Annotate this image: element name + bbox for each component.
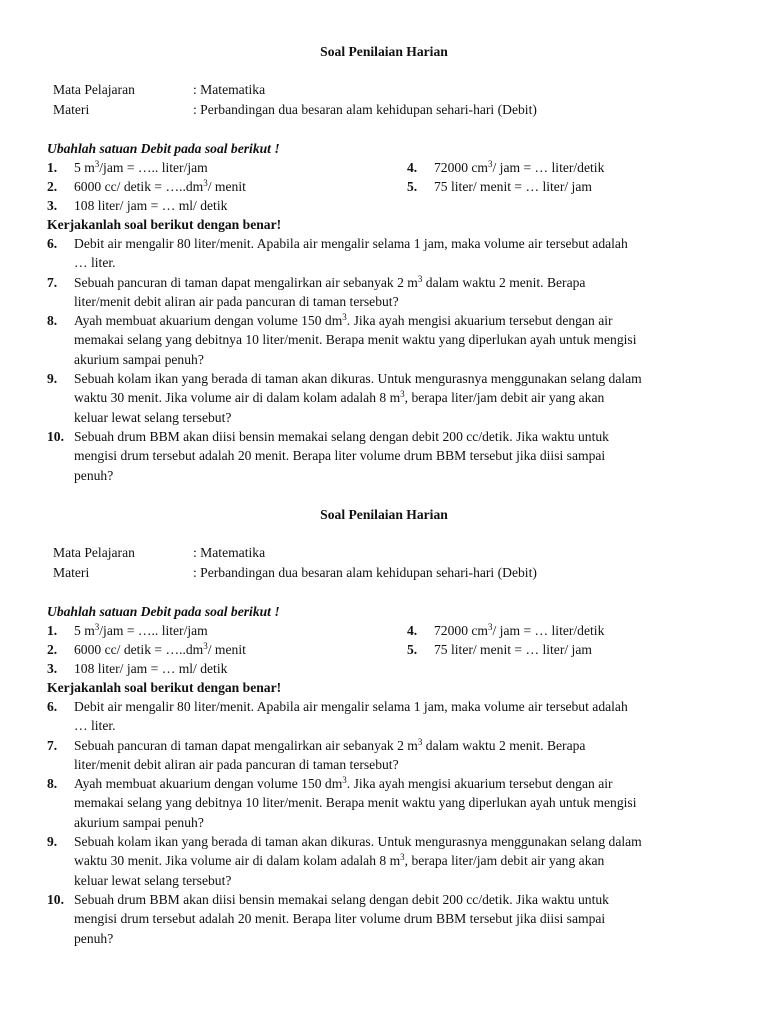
problem-text-line: Sebuah drum BBM akan diisi bensin memakai selang dengan debit 200 cc/detik. Jika waktu untuk [74, 891, 609, 907]
sheet-title: Soal Penilaian Harian [320, 44, 448, 59]
problem-text-line: penuh? [74, 467, 114, 483]
meta-topic-label: Materi [53, 102, 90, 117]
problem-text-line: Sebuah pancuran di taman dapat mengalirkan air sebanyak 2 $m^3$ dalam waktu 2 menit. Berapa [74, 273, 586, 290]
problem-text-line: mengisi drum tersebut adalah 20 menit. Berapa liter volume drum BBM tersebut jika diisi sampai [74, 911, 606, 927]
conversion-heading: Ubahlah satuan Debit pada soal berikut ! [47, 141, 280, 156]
conversion-text: 75 liter/ menit = … liter/ jam [434, 642, 592, 657]
meta-topic-value: : Perbandingan dua besaran alam kehidupan sehari-hari (Debit) [193, 565, 537, 580]
meta-subject-label: Mata Pelajaran [53, 545, 135, 560]
item-number: 9. [47, 371, 58, 387]
sheet-title: Soal Penilaian Harian [320, 507, 448, 522]
problem-text-line: Sebuah kolam ikan yang berada di taman akan dikuras. Untuk mengurasnya menggunakan selang dalam [74, 834, 642, 850]
problem-text-line: keluar lewat selang tersebut? [74, 409, 232, 425]
problem-item-9 [47, 369, 737, 427]
problem-text-line: penuh? [74, 930, 114, 946]
problem-text-line: … liter. [74, 255, 116, 271]
problem-text-line: memakai selang yang debitnya 10 liter/menit. Berapa menit waktu yang diperlukan ayah untuk mengisi [74, 332, 637, 348]
conversion-text: 5 $m^3$/jam = ….. liter/jam [74, 159, 208, 175]
problems-heading: Kerjakanlah soal berikut dengan benar! [47, 217, 282, 232]
problem-item-10 [47, 890, 737, 948]
problem-text-line: Ayah membuat akuarium dengan volume 150 $dm^3$. Jika ayah mengisi akuarium tersebut dengan air [74, 775, 613, 792]
problem-text-line: akurium sampai penuh? [74, 351, 204, 367]
conversion-text: 72000 $cm^3/$ jam = … liter/detik [434, 159, 605, 175]
item-number: 4. [407, 623, 418, 638]
item-number: 3. [47, 661, 58, 676]
problem-text-line: Sebuah drum BBM akan diisi bensin memakai selang dengan debit 200 cc/detik. Jika waktu untuk [74, 428, 609, 444]
problem-text-line: Debit air mengalir 80 liter/menit. Apabila air mengalir selama 1 jam, maka volume air tersebut adalah [74, 236, 628, 251]
item-number: 1. [47, 160, 58, 175]
meta-subject-label: Mata Pelajaran [53, 82, 135, 97]
problem-text-line: akurium sampai penuh? [74, 814, 204, 830]
problem-text-line: waktu 30 menit. Jika volume air di dalam kolam adalah 8 $m^3$, berapa liter/jam debit air yang akan [74, 852, 605, 869]
item-number: 1. [47, 623, 58, 638]
problem-list [47, 234, 737, 485]
item-number: 6. [47, 699, 58, 714]
problem-item-7 [47, 273, 737, 312]
item-number: 10. [47, 428, 64, 444]
item-number: 2. [47, 642, 58, 657]
item-number: 2. [47, 179, 58, 194]
item-number: 4. [407, 160, 418, 175]
problem-text-line: memakai selang yang debitnya 10 liter/menit. Berapa menit waktu yang diperlukan ayah untuk mengisi [74, 795, 637, 811]
problem-text-line: Sebuah pancuran di taman dapat mengalirkan air sebanyak 2 $m^3$ dalam waktu 2 menit. Berapa [74, 736, 586, 753]
problem-list [47, 697, 737, 948]
problems-heading: Kerjakanlah soal berikut dengan benar! [47, 680, 282, 695]
problem-item-9 [47, 832, 737, 890]
conversion-text: 75 liter/ menit = … liter/ jam [434, 179, 592, 194]
meta-subject-value: : Matematika [193, 545, 266, 560]
meta-subject-value: : Matematika [193, 82, 266, 97]
problem-item-6 [47, 234, 737, 273]
conversion-text: 108 liter/ jam = … ml/ detik [74, 661, 228, 676]
conversion-text: 6000 cc/ detik = $\dots..dm^3/$ menit [74, 178, 246, 194]
problem-item-10 [47, 427, 737, 485]
problem-item-7 [47, 736, 737, 775]
meta-topic-label: Materi [53, 565, 90, 580]
problem-item-8 [47, 311, 737, 369]
conversion-text: 6000 cc/ detik = $\dots..dm^3/$ menit [74, 641, 246, 657]
problem-text-line: liter/menit debit aliran air pada pancuran di taman tersebut? [74, 756, 399, 772]
problem-text-line: Sebuah kolam ikan yang berada di taman akan dikuras. Untuk mengurasnya menggunakan selang dalam [74, 371, 642, 387]
meta-topic-value: : Perbandingan dua besaran alam kehidupan sehari-hari (Debit) [193, 102, 537, 117]
problem-text-line: liter/menit debit aliran air pada pancuran di taman tersebut? [74, 293, 399, 309]
item-number: 8. [47, 776, 58, 792]
conversion-text: 5 $m^3$/jam = ….. liter/jam [74, 622, 208, 638]
item-number: 7. [47, 737, 58, 753]
problem-text-line: keluar lewat selang tersebut? [74, 872, 232, 888]
item-number: 5. [407, 642, 418, 657]
problem-text-line: Ayah membuat akuarium dengan volume 150 $dm^3$. Jika ayah mengisi akuarium tersebut dengan air [74, 312, 613, 329]
item-number: 5. [407, 179, 418, 194]
problem-text-line: mengisi drum tersebut adalah 20 menit. Berapa liter volume drum BBM tersebut jika diisi sampai [74, 448, 606, 464]
conversion-text: 108 liter/ jam = … ml/ detik [74, 198, 228, 213]
conversion-text: 72000 $cm^3/$ jam = … liter/detik [434, 622, 605, 638]
item-number: 10. [47, 891, 64, 907]
problem-text-line: Debit air mengalir 80 liter/menit. Apabila air mengalir selama 1 jam, maka volume air tersebut adalah [74, 699, 628, 714]
item-number: 3. [47, 198, 58, 213]
item-number: 6. [47, 236, 58, 251]
problem-item-6 [47, 697, 737, 736]
item-number: 8. [47, 313, 58, 329]
problem-text-line: waktu 30 menit. Jika volume air di dalam kolam adalah 8 $m^3$, berapa liter/jam debit air yang akan [74, 389, 605, 406]
problem-item-8 [47, 774, 737, 832]
item-number: 7. [47, 274, 58, 290]
item-number: 9. [47, 834, 58, 850]
problem-text-line: … liter. [74, 718, 116, 734]
conversion-heading: Ubahlah satuan Debit pada soal berikut ! [47, 604, 280, 619]
